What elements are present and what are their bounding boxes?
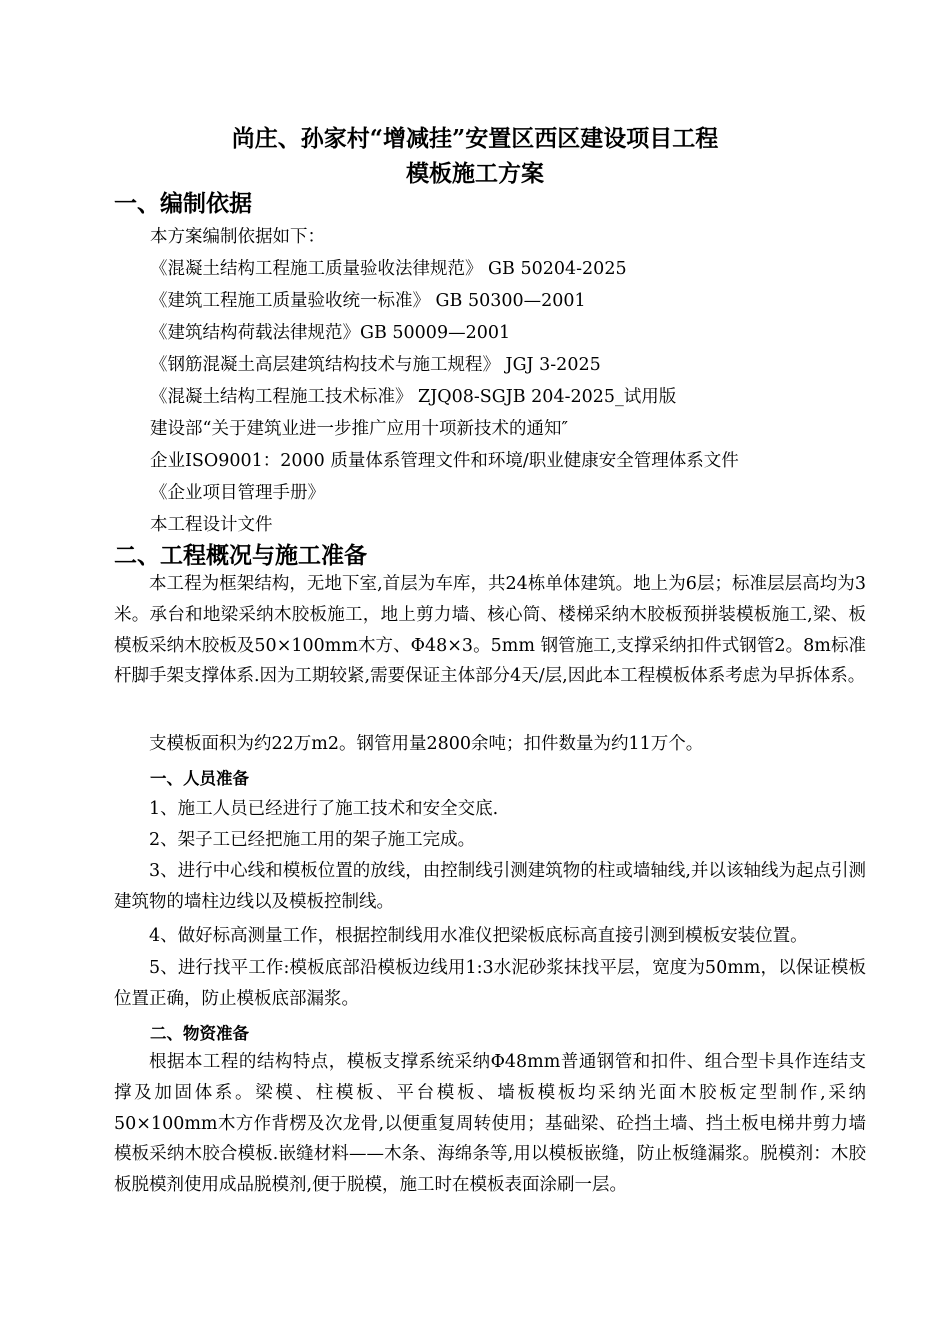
document-title-line1: 尚庄、孙家村“增减挂”安置区西区建设项目工程 <box>231 125 719 152</box>
personnel-item: 4、做好标高测量工作，根据控制线用水准仪把梁板底标高直接引测到模板安装位置。 <box>149 926 808 946</box>
personnel-heading: 一、人员准备 <box>150 769 249 788</box>
document-title-line2: 模板施工方案 <box>406 160 544 187</box>
reference-item: 《建筑工程施工质量验收统一标准》 GB 50300—2001 <box>150 291 586 311</box>
reference-item: 企业ISO9001：2000 质量体系管理文件和环境/职业健康安全管理体系文件 <box>150 451 739 471</box>
reference-item: 《企业项目管理手册》 <box>150 483 325 503</box>
materials-heading: 二、物资准备 <box>150 1024 249 1043</box>
area-paragraph: 支模板面积为约22万m2。钢管用量2800余吨；扣件数量为约11万个。 <box>149 734 704 754</box>
reference-item: 《钢筋混凝土高层建筑结构技术与施工规程》 JGJ 3-2025 <box>150 355 601 375</box>
reference-item: 《建筑结构荷载法律规范》GB 50009—2001 <box>150 323 511 343</box>
reference-item: 《混凝土结构工程施工技术标准》 ZJQ08-SGJB 204-2025_试用版 <box>150 387 677 407</box>
reference-item: 《混凝土结构工程施工质量验收法律规范》 GB 50204-2025 <box>150 259 627 279</box>
section1-heading: 一、编制依据 <box>114 191 252 217</box>
materials-paragraph: 根据本工程的结构特点，模板支撑系统采纳Φ48mm普通钢管和扣件、组合型卡具作连结支撑及加固体系。梁模、柱模板、平台模板、墙板模板均采纳光面木胶板定型制作,采纳50×100mm木方作背楞及次龙骨,以便重复周转使用；基础梁、砼挡土墙、挡土板电梯井剪力墙模板采纳木胶合模板.嵌缝材料——木条、海绵条等,用以模板嵌缝，防止板缝漏浆。脱模剂：木胶板脱模剂使用成品脱模剂,便于脱模，施工时在模板表面涂刷一层。 <box>114 1052 866 1196</box>
section1-intro: 本方案编制依据如下： <box>150 227 325 247</box>
personnel-item: 3、进行中心线和模板位置的放线，由控制线引测建筑物的柱或墙轴线,并以该轴线为起点引测建筑物的墙柱边线以及模板控制线。 <box>114 861 866 912</box>
reference-item: 本工程设计文件 <box>150 515 273 535</box>
reference-item: 建设部“关于建筑业进一步推广应用十项新技术的通知″ <box>150 419 568 439</box>
personnel-item: 5、进行找平工作:模板底部沿模板边线用1:3水泥砂浆抹找平层，宽度为50mm，以保证模板位置正确，防止模板底部漏浆。 <box>114 958 866 1009</box>
section2-heading: 二、工程概况与施工准备 <box>114 543 367 569</box>
personnel-item: 1、施工人员已经进行了施工技术和安全交底. <box>149 799 499 819</box>
personnel-item: 2、架子工已经把施工用的架子施工完成。 <box>149 830 476 850</box>
overview-paragraph: 本工程为框架结构，无地下室,首层为车库，共24栋单体建筑。地上为6层；标准层层高均为3米。承台和地梁采纳木胶板施工，地上剪力墙、核心筒、楼梯采纳木胶板预拼装模板施工,梁、板模板采纳木胶板及50×100mm木方、Φ48×3。5mm 钢管施工,支撑采纳扣件式钢管2。8m标准杆脚手架支撑体系.因为工期较紧,需要保证主体部分4天/层,因此本工程模板体系考虑为早拆体系。 <box>114 574 866 687</box>
